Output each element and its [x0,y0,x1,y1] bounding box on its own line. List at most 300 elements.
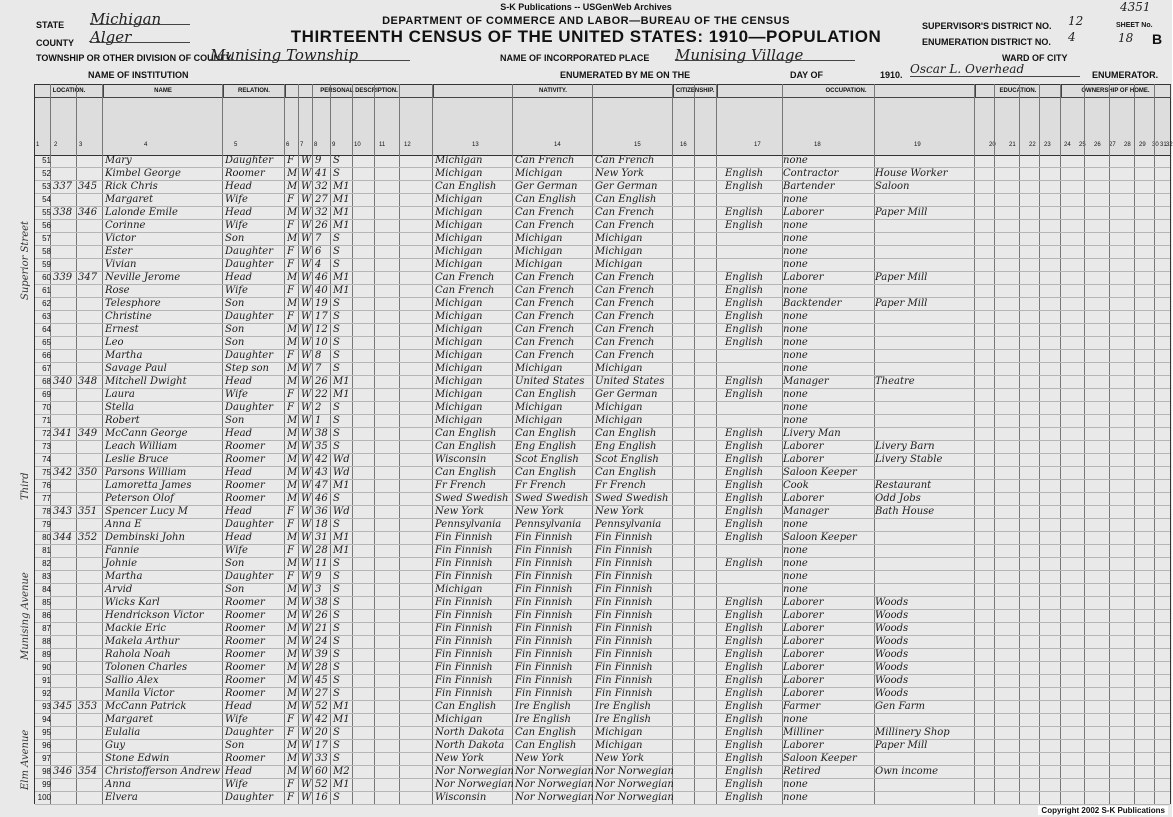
cell-name: Stella [105,402,135,413]
cell-age: 4 [315,259,322,270]
table-row [35,375,1170,389]
cell-dw [53,635,77,648]
cell-lang: English [725,597,764,608]
cell-occ: Laborer [783,662,824,673]
cell-ms: S [333,753,340,764]
table-row [35,791,1170,805]
township-value: Munising Township [210,46,410,61]
cell-ind [875,193,975,206]
column-number: 29 [1139,142,1146,148]
side-note-superior: Superior Street [20,220,31,300]
cell-fam [78,232,102,245]
cell-rel: Son [225,740,245,751]
cell-dw [53,336,77,349]
group-name: NAME [103,85,224,98]
column-number: 32 [1166,142,1173,148]
cell-fbirth: Fin Finnish [515,636,573,647]
cell-occ: none [783,519,808,530]
cell-name: Vivian [105,259,137,270]
cell-ms: Wd [333,454,350,465]
cell-age: 8 [315,350,322,361]
cell-occ: none [783,402,808,413]
cell-occ: none [783,558,808,569]
cell-race: W [301,675,312,686]
cell-name: Ester [105,246,133,257]
cell-age: 42 [315,714,328,725]
cell-n: 92 [42,689,51,698]
cell-fam: 354 [78,766,98,777]
cell-n: 85 [42,598,51,607]
cell-race: W [301,402,312,413]
cell-mbirth: Michigan [595,740,643,751]
cell-ind [875,219,975,232]
cell-ind [875,557,975,570]
cell-fbirth: Fin Finnish [515,558,573,569]
cell-name: Robert [105,415,140,426]
cell-rel: Son [225,415,245,426]
cell-sex: M [287,649,298,660]
cell-ind: Bath House [875,506,935,517]
cell-fam [78,609,102,622]
cell-birth: Michigan [435,350,483,361]
cell-age: 26 [315,220,328,231]
table-row [35,492,1170,506]
cell-ind: Woods [875,662,909,673]
cell-fbirth: United States [515,376,585,387]
cell-age: 9 [315,155,322,166]
sheet-letter: B [1152,31,1163,47]
cell-ind [875,518,975,531]
cell-race: W [301,506,312,517]
cell-rel: Roomer [225,597,265,608]
cell-n: 54 [42,195,51,204]
cell-ind [875,427,975,440]
cell-fam: 351 [78,506,98,517]
column-number: 23 [1044,142,1051,148]
cell-n: 68 [42,377,51,386]
county-value: Alger [90,28,190,43]
cell-mbirth: Can English [595,194,657,205]
cell-rel: Roomer [225,454,265,465]
cell-n: 60 [42,273,51,282]
cell-lang: English [725,766,764,777]
cell-fbirth: Ire English [515,701,571,712]
cell-age: 27 [315,194,328,205]
cell-fbirth: Michigan [515,363,563,374]
cell-fam [78,726,102,739]
cell-fam [78,674,102,687]
column-number: 30 [1152,142,1159,148]
column-number: 17 [754,142,761,148]
institution-label: NAME OF INSTITUTION [88,70,189,80]
cell-dw: 346 [53,766,73,777]
cell-mbirth: New York [595,506,644,517]
cell-birth: Fin Finnish [435,636,493,647]
cell-fam [78,336,102,349]
cell-fam [78,167,102,180]
cell-lang: English [725,532,764,543]
cell-n: 51 [42,156,51,165]
cell-lang: English [725,779,764,790]
cell-ms: M1 [333,779,350,790]
cell-birth: Can English [435,181,497,192]
column-number: 19 [914,142,921,148]
cell-rel: Head [225,467,253,478]
cell-ind: Woods [875,649,909,660]
cell-occ: none [783,389,808,400]
cell-mbirth: Scot English [595,454,659,465]
cell-mbirth: Ger German [595,181,658,192]
cell-race: W [301,558,312,569]
cell-ind [875,713,975,726]
column-number: 6 [286,142,290,148]
cell-lang [725,414,781,427]
cell-lang: English [725,441,764,452]
cell-occ: none [783,714,808,725]
cell-fam [78,193,102,206]
column-number: 20 [989,142,996,148]
cell-dw [53,674,77,687]
cell-ms: S [333,441,340,452]
day-of-label: DAY OF [790,70,824,80]
cell-fam: 350 [78,467,98,478]
cell-dw [53,310,77,323]
cell-occ: Laborer [783,623,824,634]
cell-occ: none [783,779,808,790]
cell-fbirth: Can French [515,324,575,335]
cell-name: Mitchell Dwight [105,376,187,387]
cell-lang: English [725,662,764,673]
cell-occ: Laborer [783,207,824,218]
cell-dw [53,492,77,505]
cell-name: Dembinski John [105,532,185,543]
cell-rel: Head [225,272,253,283]
cell-rel: Head [225,766,253,777]
cell-fbirth: Michigan [515,168,563,179]
cell-dw [53,349,77,362]
cell-sex: F [287,389,294,400]
cell-dw [53,219,77,232]
cell-ms: M1 [333,181,350,192]
cell-sex: M [287,454,298,465]
cell-lang [725,349,781,362]
cell-age: 27 [315,688,328,699]
cell-name: Laura [105,389,135,400]
cell-rel: Roomer [225,662,265,673]
cell-race: W [301,428,312,439]
cell-race: W [301,766,312,777]
cell-mbirth: Can French [595,285,655,296]
cell-birth: Michigan [435,714,483,725]
cell-name: Margaret [105,714,154,725]
table-row [35,752,1170,766]
cell-dw [53,232,77,245]
column-number: 4 [144,142,148,148]
cell-birth: Fin Finnish [435,649,493,660]
table-row [35,232,1170,246]
cell-mbirth: Eng English [595,441,657,452]
cell-fam [78,154,102,167]
cell-fbirth: Can English [515,740,577,751]
cell-age: 1 [315,415,322,426]
cell-birth: Michigan [435,298,483,309]
cell-fbirth: Ire English [515,714,571,725]
cell-rel: Daughter [225,519,273,530]
cell-lang: English [725,454,764,465]
cell-ms: S [333,233,340,244]
cell-birth: Fin Finnish [435,662,493,673]
state-value: Michigan [90,10,190,25]
county-label: COUNTY [36,38,74,48]
cell-ind: House Worker [875,168,948,179]
cell-ind: Paper Mill [875,272,928,283]
cell-name: Anna E [105,519,142,530]
cell-sex: F [287,220,294,231]
cell-dw: 344 [53,532,73,543]
cell-n: 82 [42,559,51,568]
cell-mbirth: Can French [595,311,655,322]
cell-age: 32 [315,207,328,218]
cell-rel: Head [225,207,253,218]
table-row [35,583,1170,597]
cell-fbirth: Michigan [515,402,563,413]
cell-ms: S [333,428,340,439]
cell-ms: S [333,792,340,803]
cell-dw [53,401,77,414]
cell-race: W [301,519,312,530]
cell-dw: 342 [53,467,73,478]
cell-fbirth: Can French [515,298,575,309]
cell-ms: M1 [333,194,350,205]
cell-age: 52 [315,701,328,712]
column-number: 18 [814,142,821,148]
cell-ms: Wd [333,467,350,478]
cell-sex: M [287,467,298,478]
cell-fam [78,388,102,401]
cell-occ: Saloon Keeper [783,467,857,478]
cell-rel: Daughter [225,311,273,322]
cell-race: W [301,454,312,465]
cell-n: 81 [42,546,51,555]
cell-race: W [301,285,312,296]
cell-fbirth: Can French [515,350,575,361]
column-number: 12 [404,142,411,148]
cell-ind [875,778,975,791]
cell-sex: M [287,701,298,712]
cell-rel: Head [225,428,253,439]
cell-fbirth: Can French [515,285,575,296]
cell-occ: none [783,350,808,361]
cell-age: 39 [315,649,328,660]
cell-rel: Wife [225,194,248,205]
cell-sex: F [287,285,294,296]
cell-mbirth: Nor Norwegian [595,766,674,777]
cell-fbirth: Michigan [515,415,563,426]
cell-ms: S [333,350,340,361]
cell-race: W [301,623,312,634]
cell-lang: English [725,610,764,621]
cell-birth: Michigan [435,233,483,244]
cell-rel: Son [225,324,245,335]
cell-race: W [301,493,312,504]
table-row [35,557,1170,571]
cell-dw [53,778,77,791]
column-number: 9 [332,142,336,148]
cell-sex: M [287,480,298,491]
cell-n: 75 [42,468,51,477]
column-number: 10 [354,142,361,148]
cell-birth: Michigan [435,207,483,218]
group-relation: RELATION. [223,85,286,98]
cell-dw [53,479,77,492]
cell-age: 18 [315,519,328,530]
cell-age: 7 [315,233,322,244]
cell-rel: Roomer [225,675,265,686]
cell-name: Anna [105,779,132,790]
cell-ind: Paper Mill [875,740,928,751]
cell-occ: Manager [783,506,829,517]
cell-age: 26 [315,610,328,621]
cell-fbirth: Fin Finnish [515,688,573,699]
cell-fbirth: Eng English [515,441,577,452]
cell-fbirth: Ger German [515,181,578,192]
cell-ind: Woods [875,675,909,686]
cell-n: 53 [42,182,51,191]
cell-dw [53,544,77,557]
cell-birth: Fin Finnish [435,610,493,621]
cell-rel: Daughter [225,402,273,413]
cell-birth: Nor Norwegian [435,779,514,790]
column-number: 14 [554,142,561,148]
cell-mbirth: Can French [595,207,655,218]
cell-mbirth: Fin Finnish [595,558,653,569]
cell-dw: 340 [53,376,73,387]
cell-n: 72 [42,429,51,438]
table-row [35,518,1170,532]
cell-dw [53,167,77,180]
cell-ms: M1 [333,220,350,231]
cell-lang [725,401,781,414]
cell-sex: F [287,155,294,166]
side-note-third: Third [20,472,31,500]
cell-mbirth: Can French [595,220,655,231]
cell-name: Mackie Eric [105,623,167,634]
cell-name: Rick Chris [105,181,158,192]
cell-lang [725,544,781,557]
cell-dw: 345 [53,701,73,712]
cell-ms: Wd [333,506,350,517]
cell-birth: Michigan [435,194,483,205]
cell-rel: Roomer [225,753,265,764]
cell-name: Martha [105,350,143,361]
cell-ind [875,570,975,583]
group-personal: PERSONAL DESCRIPTION. [285,85,434,98]
cell-age: 38 [315,597,328,608]
cell-age: 7 [315,363,322,374]
cell-birth: Fin Finnish [435,675,493,686]
cell-n: 56 [42,221,51,230]
cell-n: 70 [42,403,51,412]
cell-fam [78,661,102,674]
cell-rel: Wife [225,285,248,296]
cell-name: Hendrickson Victor [105,610,204,621]
cell-rel: Head [225,532,253,543]
cell-lang [725,583,781,596]
cell-ms: S [333,636,340,647]
group-ownership: OWNERSHIP OF HOME. [1061,85,1171,98]
cell-age: 33 [315,753,328,764]
table-row [35,622,1170,636]
cell-sex: M [287,623,298,634]
cell-birth: Michigan [435,311,483,322]
cell-ind: Odd Jobs [875,493,921,504]
table-row [35,258,1170,272]
stamp-number: 4351 [1120,0,1151,14]
cell-ind: Woods [875,610,909,621]
cell-rel: Son [225,337,245,348]
cell-rel: Daughter [225,246,273,257]
cell-name: Eulalia [105,727,141,738]
table-row [35,401,1170,415]
cell-name: Wicks Karl [105,597,160,608]
cell-occ: Farmer [783,701,821,712]
cell-ind: Woods [875,688,909,699]
cell-ms: M1 [333,532,350,543]
group-citizenship: CITIZENSHIP. [673,85,718,98]
cell-age: 38 [315,428,328,439]
cell-fbirth: Can English [515,727,577,738]
cell-ms: S [333,662,340,673]
table-row [35,570,1170,584]
cell-dw [53,622,77,635]
cell-age: 11 [315,558,328,569]
cell-occ: none [783,246,808,257]
cell-ms: S [333,363,340,374]
table-row [35,531,1170,545]
cell-fam [78,349,102,362]
cell-name: Stone Edwin [105,753,170,764]
cell-mbirth: Fin Finnish [595,610,653,621]
sheet-value: 18 [1118,31,1134,45]
cell-mbirth: Can French [595,298,655,309]
cell-n: 76 [42,481,51,490]
cell-race: W [301,441,312,452]
table-row [35,544,1170,558]
cell-sex: M [287,181,298,192]
cell-fbirth: Can French [515,155,575,166]
cell-race: W [301,571,312,582]
cell-fam [78,687,102,700]
table-row [35,245,1170,259]
cell-sex: M [287,675,298,686]
cell-birth: North Dakota [435,740,505,751]
cell-fam [78,284,102,297]
column-number: 21 [1009,142,1016,148]
cell-sex: F [287,506,294,517]
cell-ms: S [333,298,340,309]
cell-ind [875,544,975,557]
cell-name: Makela Arthur [105,636,180,647]
cell-ind [875,583,975,596]
cell-dw [53,648,77,661]
cell-occ: Laborer [783,675,824,686]
cell-lang: English [725,727,764,738]
cell-fbirth: Can French [515,272,575,283]
cell-n: 87 [42,624,51,633]
cell-race: W [301,155,312,166]
cell-occ: none [783,285,808,296]
cell-n: 74 [42,455,51,464]
